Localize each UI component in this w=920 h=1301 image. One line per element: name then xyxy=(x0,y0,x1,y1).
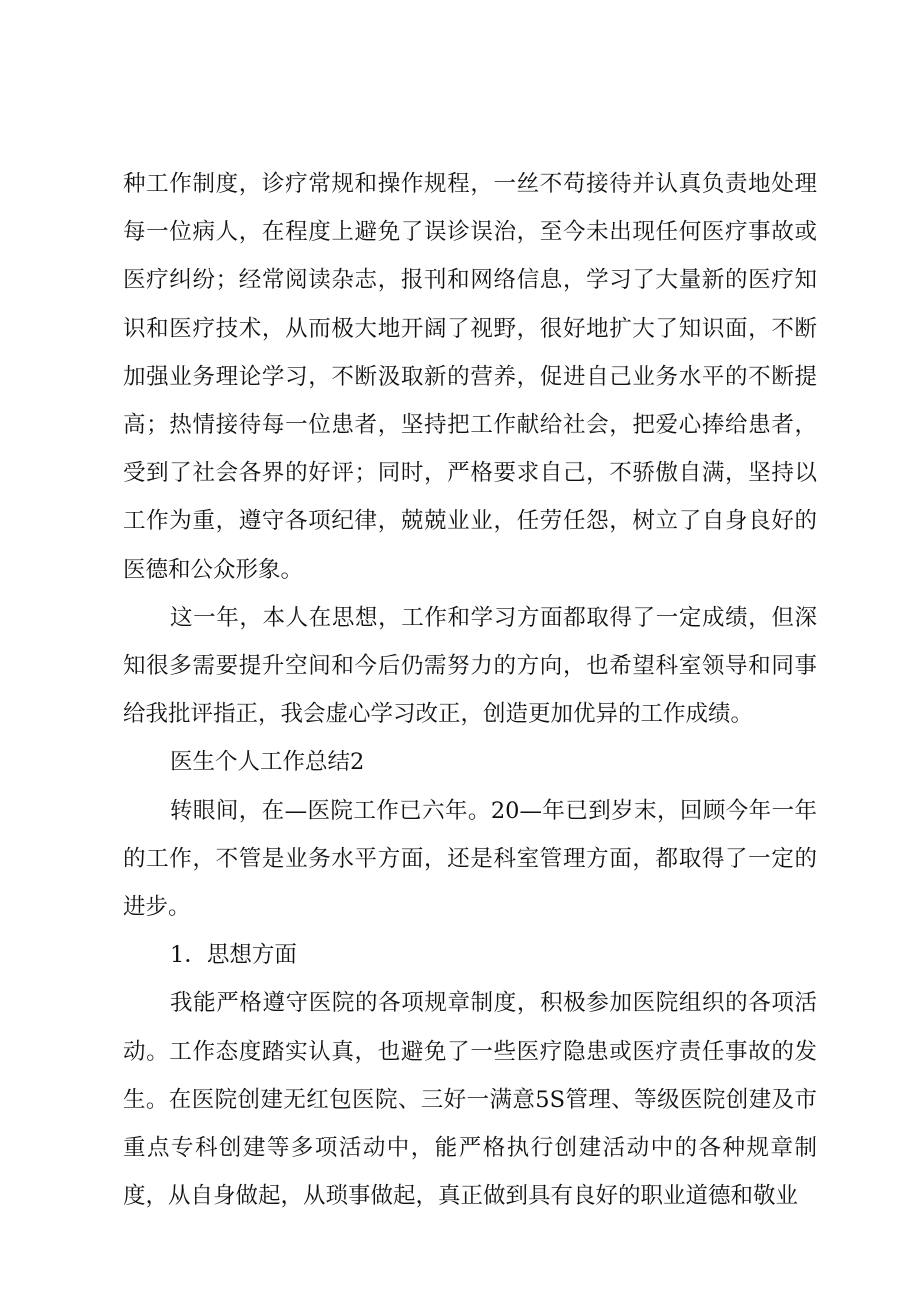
paragraph-work-conduct: 种工作制度，诊疗常规和操作规程，一丝不苟接待并认真负责地处理每一位病人，在程度上避免了误诊误治，至今未出现任何医疗事故或医疗纠纷；经常阅读杂志，报刊和网络信息，学习了大量新的医疗知识和医疗技术，从而极大地开阔了视野，很好地扩大了知识面，不断加强业务理论学习，不断汲取新的营养，促进自己业务水平的不断提高；热情接待每一位患者，坚持把工作献给社会，把爱心捧给患者，受到了社会各界的好评；同时，严格要求自己，不骄傲自满，坚持以工作为重，遵守各项纪律，兢兢业业，任劳任怨，树立了自身良好的医德和公众形象。 xyxy=(123,171,817,583)
subheading-thought: 1．思想方面 xyxy=(170,942,297,969)
document-body xyxy=(123,160,817,1220)
section-heading-summary-2: 医生个人工作总结2 xyxy=(170,749,365,776)
paragraph-year-summary: 这一年，本人在思想，工作和学习方面都取得了一定成绩，但深知很多需要提升空间和今后仍需努力的方向，也希望科室领导和同事给我批评指正，我会虚心学习改正，创造更加优异的工作成绩。 xyxy=(123,604,817,728)
paragraph-rules-activities: 我能严格遵守医院的各项规章制度，积极参加医院组织的各项活动。工作态度踏实认真，也避免了一些医疗隐患或医疗责任事故的发生。在医院创建无红包医院、三好一满意5S管理、等级医院创建及市重点专科创建等多项活动中，能严格执行创建活动中的各种规章制度，从自身做起，从琐事做起，真正做到具有良好的职业道德和敬业 xyxy=(123,990,817,1210)
paragraph-six-years: 转眼间，在—医院工作已六年。20—年已到岁末，回顾今年一年的工作，不管是业务水平方面，还是科室管理方面，都取得了一定的进步。 xyxy=(123,797,817,921)
